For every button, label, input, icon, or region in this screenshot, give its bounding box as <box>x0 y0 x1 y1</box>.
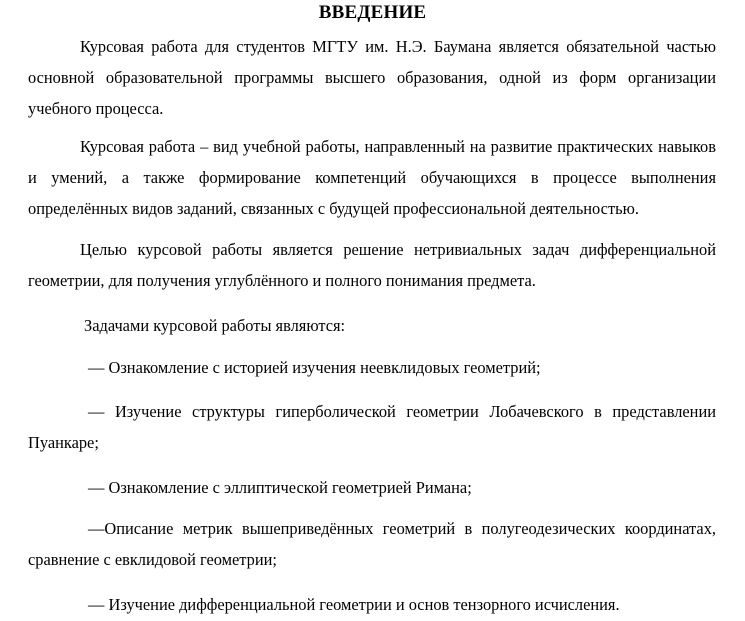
task-item: — Изучение структуры гиперболической геометрии Лобачевского в представлении Пуанкаре; <box>28 402 716 452</box>
intro-paragraph: Курсовая работа для студентов МГТУ им. Н.Э. Баумана является обязательной частью основной образовательной программы высшего образования, одной из форм организации учебного процесса. <box>28 37 716 118</box>
tasks-heading: Задачами курсовой работы являются: <box>84 316 346 335</box>
goal-paragraph: Целью курсовой работы является решение нетривиальных задач дифференциальной геометрии, для получения углублённого и полного понимания предмета. <box>28 240 716 290</box>
definition-paragraph: Курсовая работа – вид учебной работы, направленный на развитие практических навыков и умений, а также формирование компетенций обучающихся в процессе выполнения определённых видов заданий, связанных с будущей профессиональной деятельностью. <box>28 137 716 218</box>
page-title: ВВЕДЕНИЕ <box>318 2 427 23</box>
task-item: — Ознакомление с эллиптической геометрией Римана; <box>88 478 472 497</box>
task-item: — Изучение дифференциальной геометрии и основ тензорного исчисления. <box>88 595 620 614</box>
task-item: —Описание метрик вышеприведённых геометрий в полугеодезических координатах, сравнение с евклидовой геометрии; <box>28 519 716 569</box>
task-item: — Ознакомление с историей изучения неевклидовых геометрий; <box>88 358 541 377</box>
